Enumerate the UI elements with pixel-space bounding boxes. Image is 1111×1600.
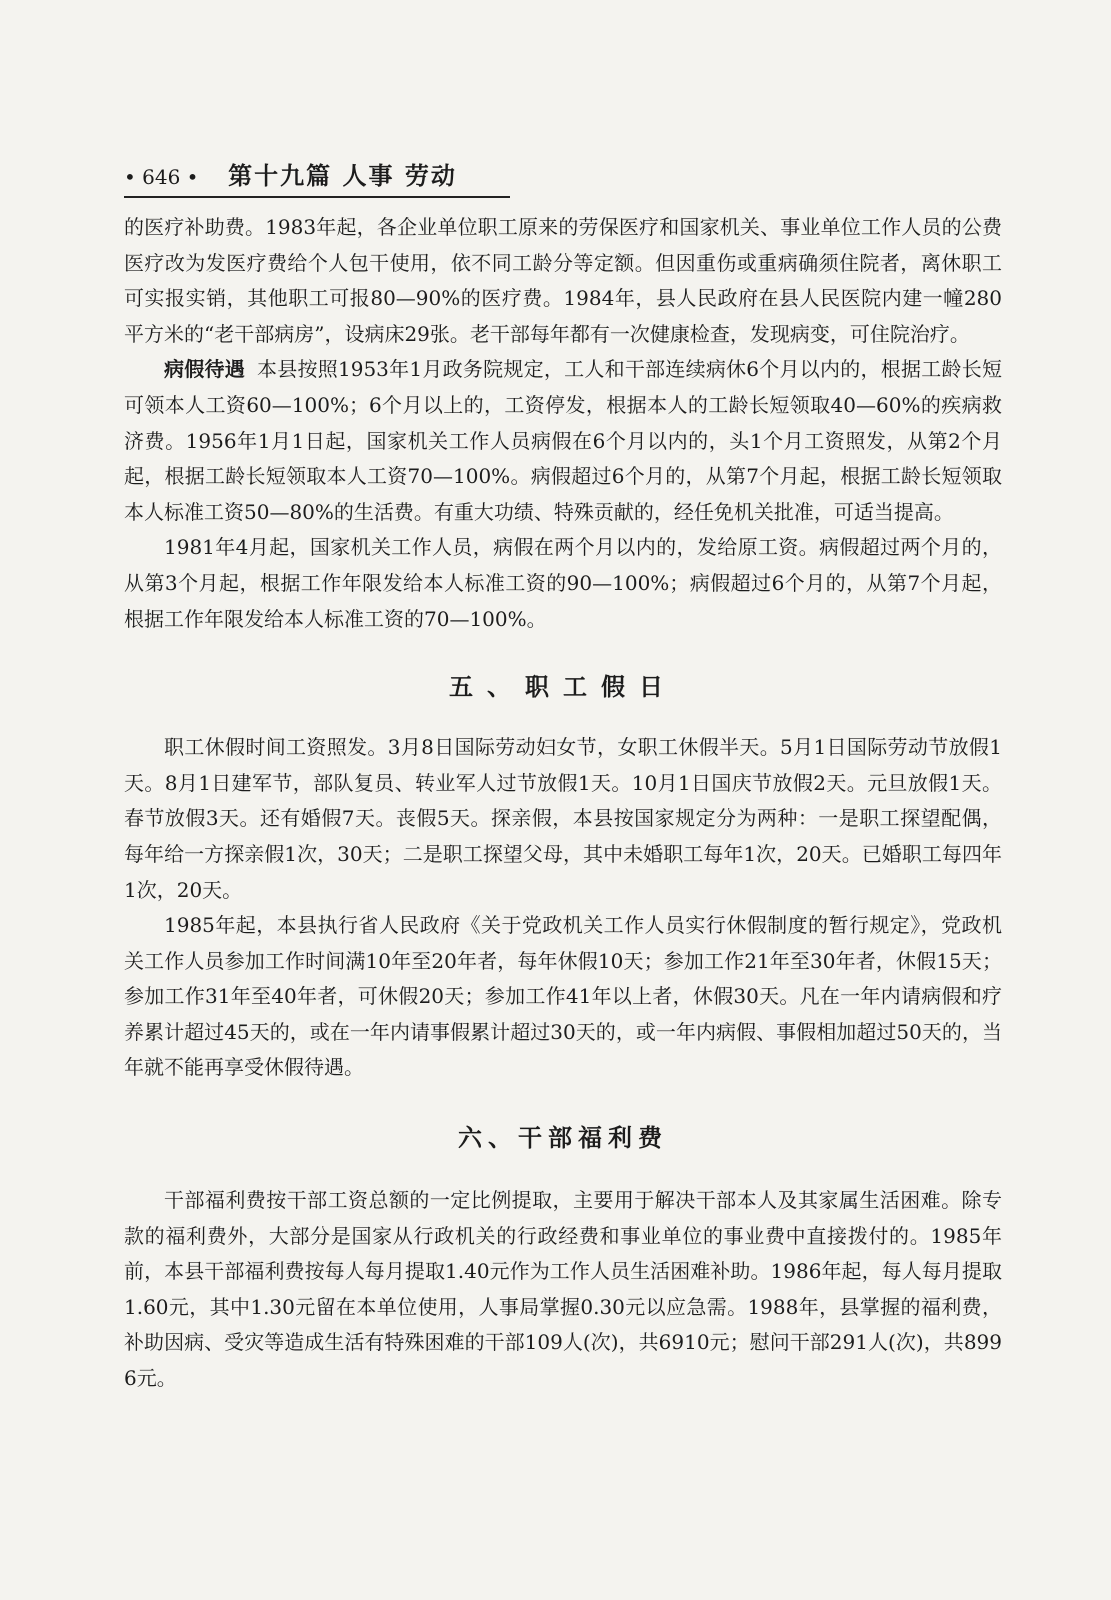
page-body	[124, 210, 1002, 1397]
sick-leave-text: 本县按照1953年1月政务院规定，工人和干部连续病休6个月以内的，根据工龄长短可领本人工资60—100%；6个月以上的，工资停发，根据本人的工龄长短领取40—60%的疾病救济费。1956年1月1日起，国家机关工作人员病假在6个月以内的，头1个月工资照发，从第2个月起，根据工龄长短领取本人工资70—100%。病假超过6个月的，从第7个月起，根据工龄长短领取本人标准工资50—80%的生活费。有重大功绩、特殊贡献的，经任免机关批准，可适当提高。	[124, 357, 1002, 524]
page-number: • 646 •	[124, 165, 199, 189]
paragraph-vacation-1985: 1985年起，本县执行省人民政府《关于党政机关工作人员实行休假制度的暂行规定》，党政机关工作人员参加工作时间满10年至20年者，每年休假10天；参加工作21年至30年者，休假15天；参加工作31年至40年者，可休假20天；参加工作41年以上者，休假30天。凡在一年内请病假和疗养累计超过45天的，或在一年内请事假累计超过30天的，或一年内病假、事假相加超过50天的，当年就不能再享受休假待遇。	[124, 913, 1002, 1080]
chapter-title: 第十九篇 人事 劳动	[228, 161, 457, 190]
sick-leave-lead: 病假待遇	[164, 357, 245, 382]
paragraph-medical-continued: 的医疗补助费。1983年起，各企业单位职工原来的劳保医疗和国家机关、事业单位工作人员的公费医疗改为发医疗费给个人包干使用，依不同工龄分等定额。但因重伤或重病确须住院者，离休职工可实报实销，其他职工可报80—90%的医疗费。1984年，县人民政府在县人民医院内建一幢280平方米的“老干部病房”，设病床29张。老干部每年都有一次健康检查，发现病变，可住院治疗。	[124, 215, 1002, 346]
paragraph-welfare: 干部福利费按干部工资总额的一定比例提取，主要用于解决干部本人及其家属生活困难。除专款的福利费外，大部分是国家从行政机关的行政经费和事业单位的事业费中直接拨付的。1985年前，本县干部福利费按每人每月提取1.40元作为工作人员生活困难补助。1986年起，每人每月提取1.60元，其中1.30元留在本单位使用，人事局掌握0.30元以应急需。1988年，县掌握的福利费，补助因病、受灾等造成生活有特殊困难的干部109人(次)，共6910元；慰问干部291人(次)，共8996元。	[124, 1188, 1002, 1391]
paragraph-sick-leave-1981: 1981年4月起，国家机关工作人员，病假在两个月以内的，发给原工资。病假超过两个月的，从第3个月起，根据工作年限发给本人标准工资的90—100%；病假超过6个月的，从第7个月起，根据工作年限发给本人标准工资的70—100%。	[124, 535, 1002, 631]
paragraph-sick-leave	[124, 352, 1002, 530]
paragraph-holidays: 职工休假时间工资照发。3月8日国际劳动妇女节，女职工休假半天。5月1日国际劳动节放假1天。8月1日建军节，部队复员、转业军人过节放假1天。10月1日国庆节放假2天。元旦放假1天。春节放假3天。还有婚假7天。丧假5天。探亲假，本县按国家规定分为两种：一是职工探望配偶，每年给一方探亲假1次，30天；二是职工探望父母，其中未婚职工每年1次，20天。已婚职工每四年1次，20天。	[124, 735, 1002, 902]
section-heading-holidays: 五、职工假日	[449, 672, 677, 702]
section-heading-welfare: 六、干部福利费	[458, 1123, 668, 1153]
page-header	[124, 156, 510, 198]
